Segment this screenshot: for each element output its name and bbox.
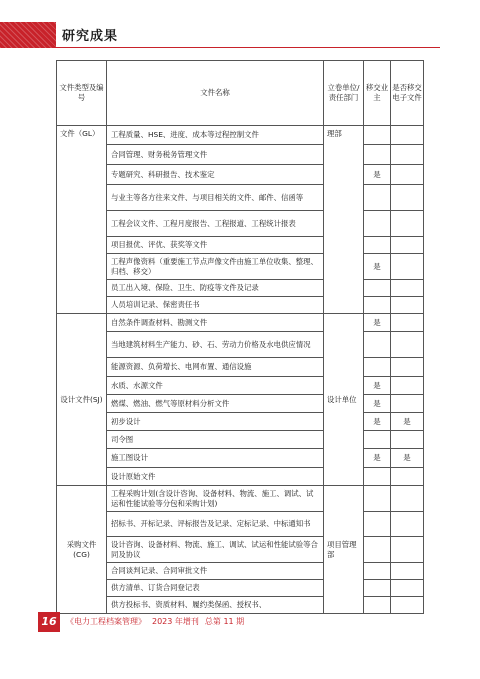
table-row (57, 431, 424, 449)
file-name-cell: 员工出入境、保险、卫生、防疫等文件及记录 (107, 280, 324, 297)
table-row (57, 332, 424, 358)
electronic-cell: 是 (391, 449, 424, 468)
file-name-cell: 司令图 (107, 431, 324, 449)
file-name-cell: 合同谈判记录、合同审批文件 (107, 563, 324, 580)
transfer-cell: 是 (364, 413, 391, 431)
electronic-cell (391, 468, 424, 486)
electronic-cell (391, 165, 424, 185)
table-row (57, 395, 424, 413)
dept-cell: 理部 (324, 126, 364, 314)
table-row (57, 145, 424, 165)
file-name-cell: 施工图设计 (107, 449, 324, 468)
group-type-cell: 文件（GL） (57, 126, 107, 314)
transfer-cell (364, 358, 391, 377)
journal-name: 《电力工程档案管理》 (66, 617, 146, 626)
table-row (57, 314, 424, 332)
electronic-cell (391, 237, 424, 254)
col-header-transfer: 移交业主 (364, 61, 391, 126)
file-name-cell: 燃煤、燃油、燃气等原材料分析文件 (107, 395, 324, 413)
file-name-cell: 人员培训记录、保密责任书 (107, 297, 324, 314)
dept-cell: 设计单位 (324, 314, 364, 486)
table-row (57, 280, 424, 297)
header-red-block (0, 22, 56, 48)
transfer-cell: 是 (364, 254, 391, 280)
transfer-cell (364, 185, 391, 211)
header-rule (56, 47, 440, 48)
transfer-cell (364, 280, 391, 297)
col-header-electronic: 是否移交电子文件 (391, 61, 424, 126)
file-name-cell: 设计咨询、设备材料、物流、施工、调试、试运和性能试验等合同及协议 (107, 537, 324, 563)
file-name-cell: 工程采购计划(含设计咨询、设备材料、物流、施工、调试、试运和性能试验等分包和采购计划) (107, 486, 324, 512)
page-number: 16 (38, 612, 60, 632)
file-name-cell: 当地建筑材料生产能力、砂、石、劳动力价格及水电供应情况 (107, 332, 324, 358)
file-name-cell: 专题研究、科研报告、技术鉴定 (107, 165, 324, 185)
table-row (57, 211, 424, 237)
transfer-cell: 是 (364, 314, 391, 332)
table-row (57, 468, 424, 486)
group-type-cell: 设计文件(SJ) (57, 314, 107, 486)
table-row (57, 580, 424, 597)
table-row (57, 449, 424, 468)
electronic-cell (391, 512, 424, 537)
file-name-cell: 能源资源、负荷增长、电网布置、通信设施 (107, 358, 324, 377)
table-row (57, 486, 424, 512)
table-row (57, 165, 424, 185)
file-name-cell: 水质、水源文件 (107, 377, 324, 395)
table-row (57, 297, 424, 314)
electronic-cell (391, 126, 424, 145)
transfer-cell (364, 512, 391, 537)
electronic-cell (391, 580, 424, 597)
electronic-cell (391, 314, 424, 332)
file-name-cell: 招标书、开标记录、评标报告及记录、定标记录、中标通知书 (107, 512, 324, 537)
electronic-cell (391, 358, 424, 377)
file-name-cell: 设计原始文件 (107, 468, 324, 486)
transfer-cell (364, 126, 391, 145)
electronic-cell (391, 431, 424, 449)
file-name-cell: 工程质量、HSE、进度、成本等过程控制文件 (107, 126, 324, 145)
electronic-cell (391, 297, 424, 314)
electronic-cell (391, 280, 424, 297)
table-row (57, 237, 424, 254)
file-name-cell: 合同管理、财务税务管理文件 (107, 145, 324, 165)
table-row (57, 377, 424, 395)
file-name-cell: 工程声像资料（重要施工节点声像文件由施工单位收集、整理、归档、移交） (107, 254, 324, 280)
transfer-cell (364, 468, 391, 486)
table-row (57, 185, 424, 211)
transfer-cell (364, 237, 391, 254)
electronic-cell (391, 486, 424, 512)
table-header-row (57, 61, 424, 126)
transfer-cell (364, 211, 391, 237)
file-name-cell: 项目报优、评优、获奖等文件 (107, 237, 324, 254)
file-name-cell: 与业主等各方往来文件、与项目相关的文件、邮件、信函等 (107, 185, 324, 211)
page-footer (0, 610, 480, 634)
electronic-cell (391, 145, 424, 165)
electronic-cell (391, 395, 424, 413)
archive-table (56, 60, 424, 614)
journal-total: 总第 11 期 (204, 617, 245, 626)
transfer-cell (364, 145, 391, 165)
table-row (57, 537, 424, 563)
col-header-type: 文件类型及编号 (57, 61, 107, 126)
file-name-cell: 供方投标书、资质材料、履约类保函、授权书、 (107, 597, 324, 614)
electronic-cell (391, 537, 424, 563)
electronic-cell (391, 211, 424, 237)
col-header-name: 文件名称 (107, 61, 324, 126)
table-row (57, 413, 424, 431)
electronic-cell: 是 (391, 413, 424, 431)
file-name-cell: 自然条件调查材料、勘测文件 (107, 314, 324, 332)
transfer-cell (364, 537, 391, 563)
electronic-cell (391, 254, 424, 280)
transfer-cell (364, 332, 391, 358)
file-name-cell: 供方清单、订货合同登记表 (107, 580, 324, 597)
transfer-cell: 是 (364, 377, 391, 395)
electronic-cell (391, 563, 424, 580)
transfer-cell: 是 (364, 449, 391, 468)
table-row (57, 254, 424, 280)
electronic-cell (391, 185, 424, 211)
section-title: 研究成果 (62, 29, 119, 44)
col-header-dept: 立卷单位/责任部门 (324, 61, 364, 126)
transfer-cell (364, 486, 391, 512)
table-row (57, 358, 424, 377)
transfer-cell (364, 563, 391, 580)
journal-issue: 2023 年增刊 (152, 617, 199, 626)
file-name-cell: 初步设计 (107, 413, 324, 431)
file-name-cell: 工程会议文件、工程月度报告、工程报道、工程统计报表 (107, 211, 324, 237)
table-row (57, 563, 424, 580)
journal-info (66, 616, 250, 627)
electronic-cell (391, 377, 424, 395)
transfer-cell: 是 (364, 165, 391, 185)
dept-cell: 项目管理部 (324, 486, 364, 614)
group-type-cell: 采购文件(CG) (57, 486, 107, 614)
electronic-cell (391, 332, 424, 358)
table-row (57, 126, 424, 145)
transfer-cell (364, 297, 391, 314)
transfer-cell (364, 580, 391, 597)
transfer-cell (364, 431, 391, 449)
table-row (57, 512, 424, 537)
page-header (0, 22, 480, 48)
transfer-cell: 是 (364, 395, 391, 413)
